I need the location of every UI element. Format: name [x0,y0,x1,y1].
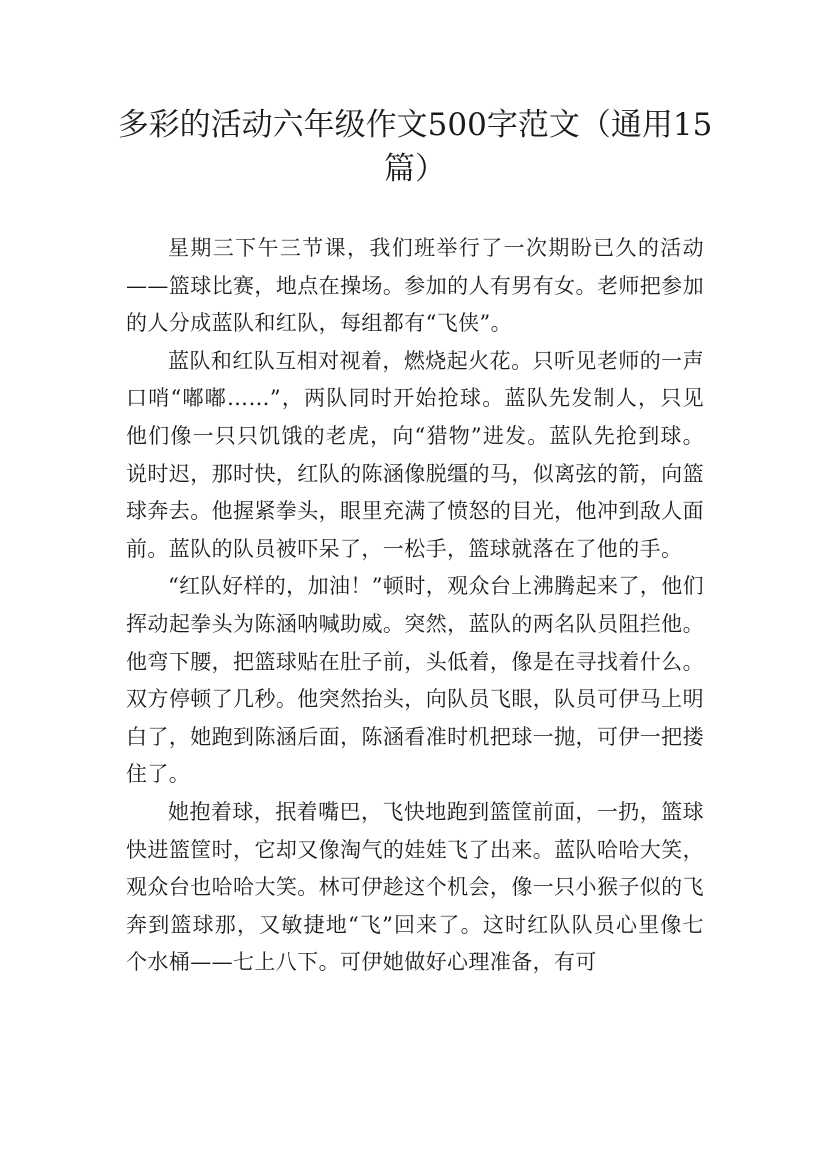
paragraph-3: “红队好样的，加油！”顿时，观众台上沸腾起来了，他们挥动起拳头为陈涵呐喊助威。突然，蓝队的两名队员阻拦他。他弯下腰，把篮球贴在肚子前，头低着，像是在寻找着什么。双方停顿了几秒。他突然抬头，向队员飞眼，队员可伊马上明白了，她跑到陈涵后面，陈涵看准时机把球一抛，可伊一把搂住了。 [126,574,704,787]
document-body [126,230,704,982]
paragraph-4: 她抱着球，抿着嘴巴，飞快地跑到篮筐前面，一扔，篮球快进篮筐时，它却又像淘气的娃娃飞了出来。蓝队哈哈大笑，观众台也哈哈大笑。林可伊趁这个机会，像一只小猴子似的飞奔到篮球那，又敏捷地“飞”回来了。这时红队队员心里像七个水桶——七上八下。可伊她做好心理准备，有可 [126,799,704,975]
document-title: 多彩的活动六年级作文500字范文（通用15篇） [117,107,713,187]
paragraph-2: 蓝队和红队互相对视着，燃烧起火花。只听见老师的一声口哨“嘟嘟……”，两队同时开始抢球。蓝队先发制人，只见他们像一只只饥饿的老虎，向“猎物”进发。蓝队先抢到球。说时迟，那时快，红队的陈涵像脱缰的马，似离弦的箭，向篮球奔去。他握紧拳头，眼里充满了愤怒的目光，他冲到敌人面前。蓝队的队员被吓呆了，一松手，篮球就落在了他的手。 [126,348,704,561]
paragraph-1: 星期三下午三节课，我们班举行了一次期盼已久的活动——篮球比赛，地点在操场。参加的人有男有女。老师把参加的人分成蓝队和红队，每组都有“飞侠”。 [126,236,704,336]
